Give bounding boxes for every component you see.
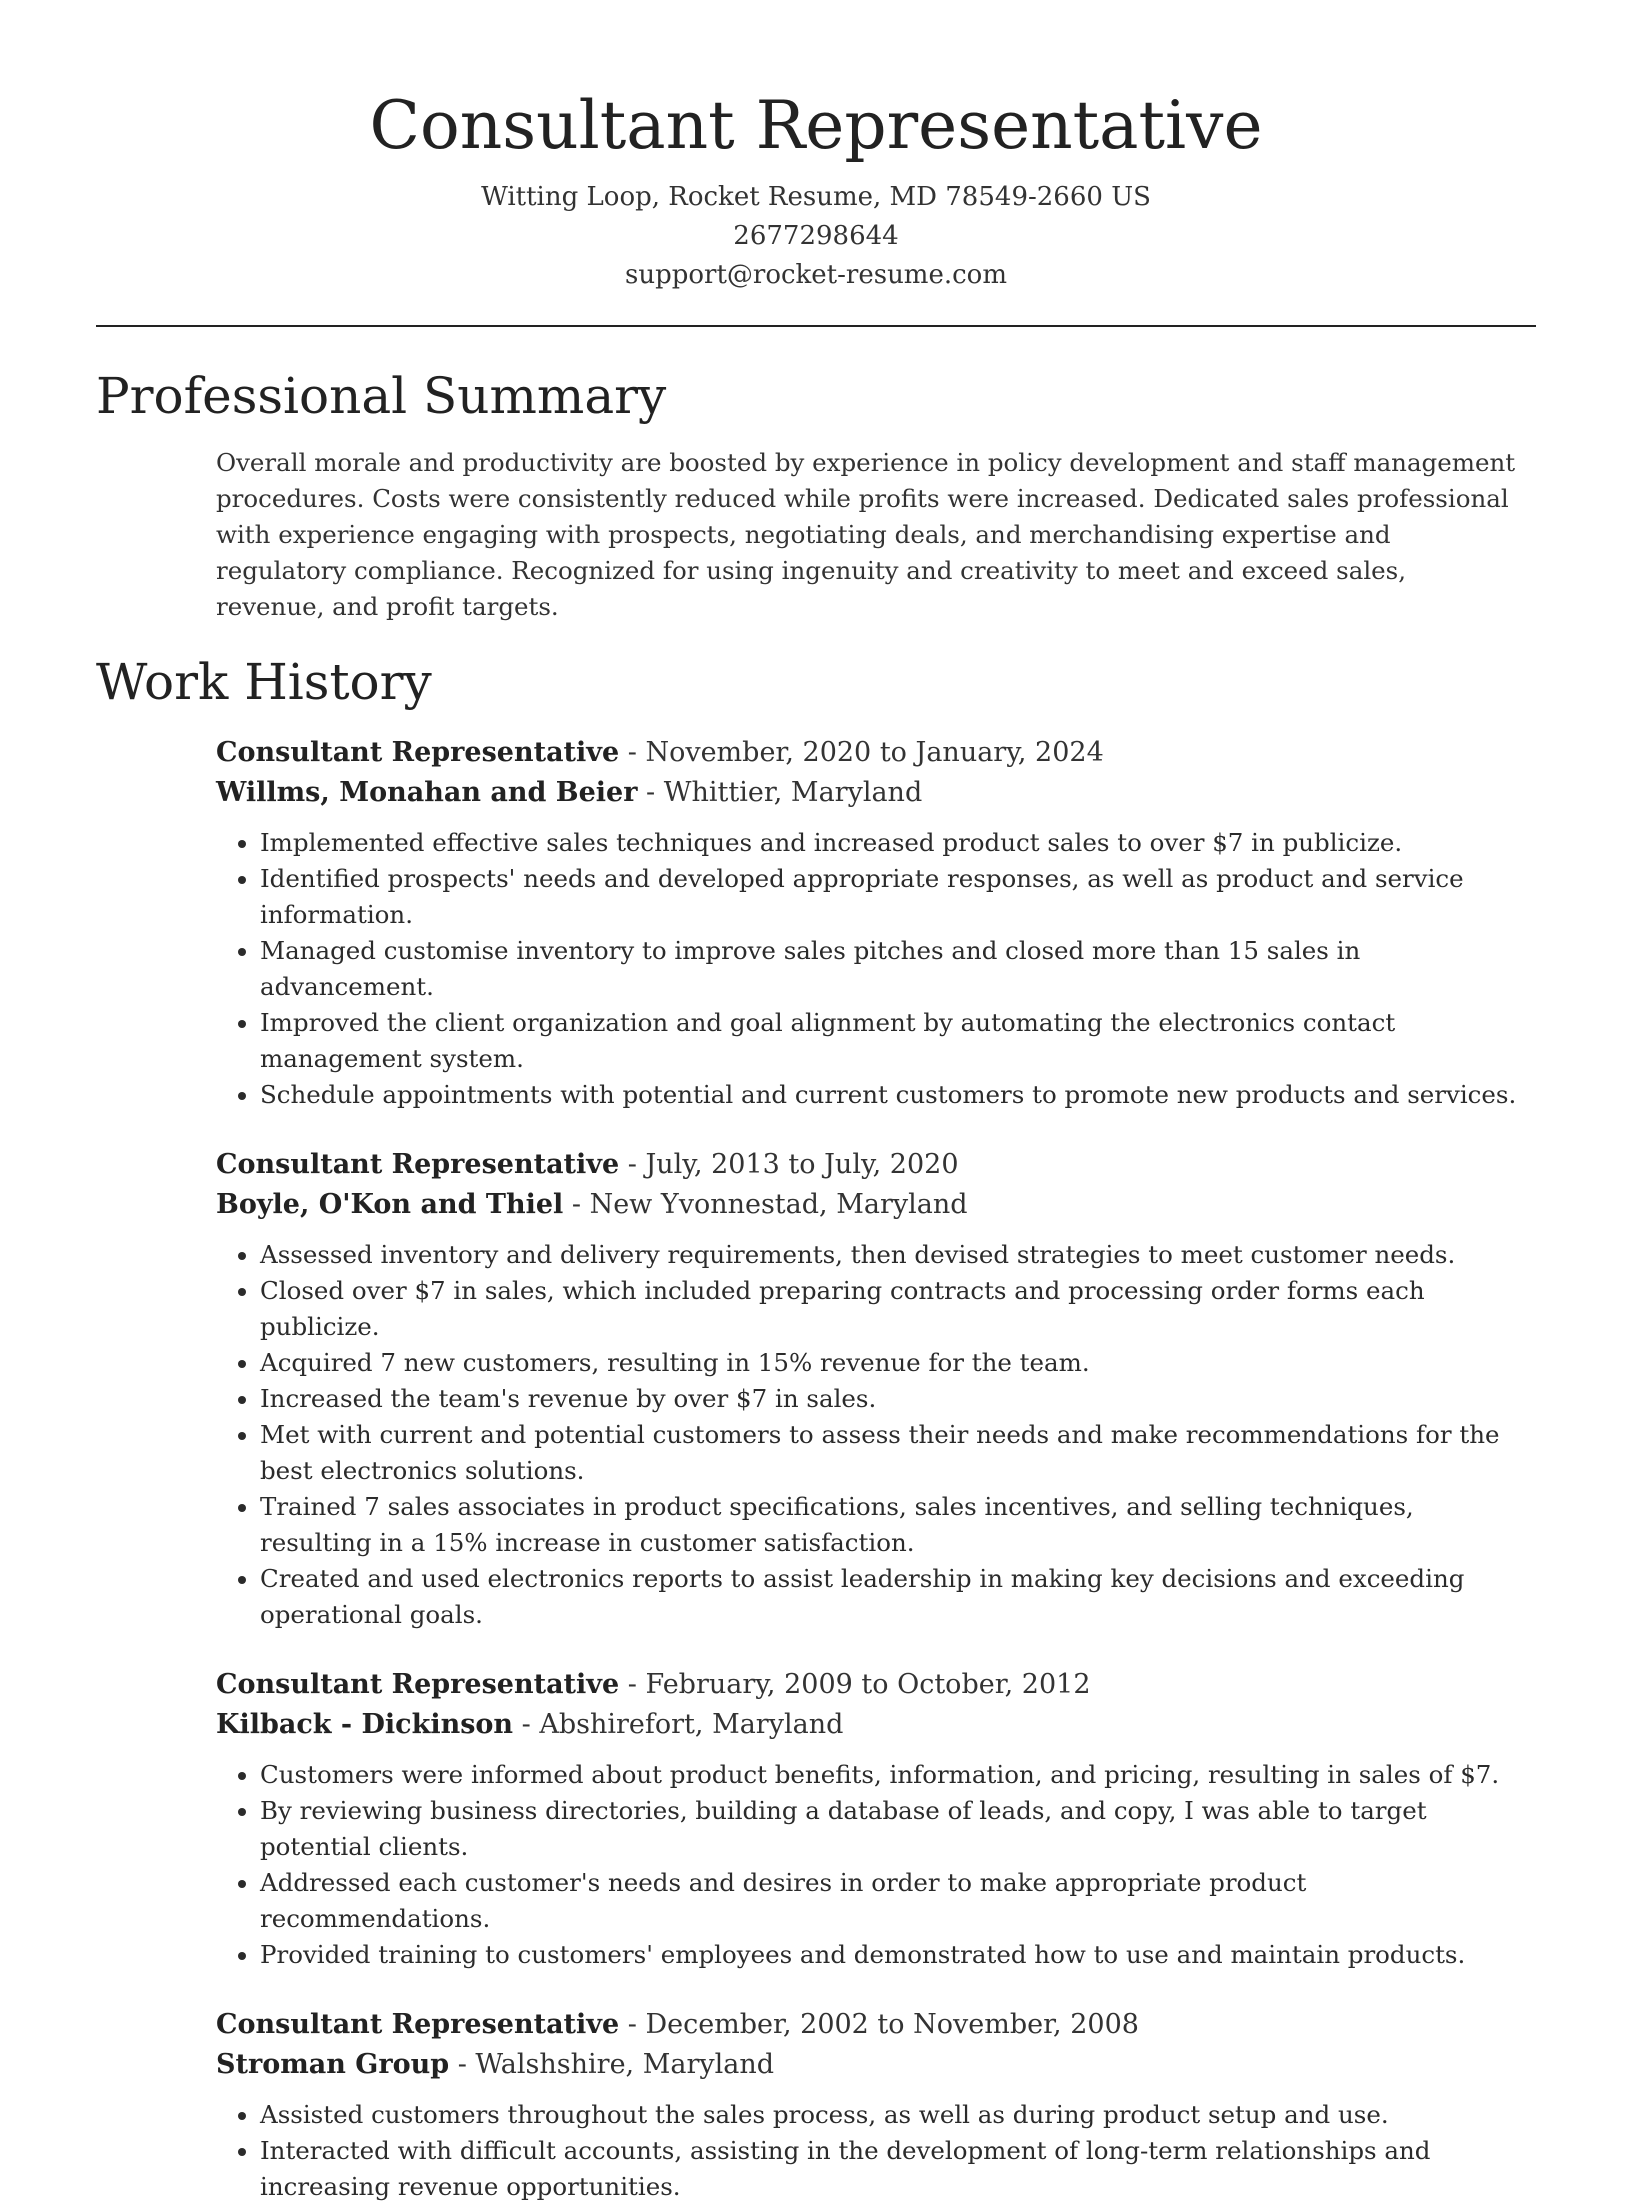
job-bullet: • Addressed each customer's needs and desires in order to make appropriate product recommendations. — [260, 1865, 1522, 1937]
job-bullet: • Implemented effective sales techniques and increased product sales to over $7 in publicize. — [260, 825, 1522, 861]
job-bullets — [216, 825, 1522, 1113]
job-bullet: • Identified prospects' needs and developed appropriate responses, as well as product and service information. — [260, 861, 1522, 933]
job-bullet: • Increased the team's revenue by over $7 in sales. — [260, 1381, 1522, 1417]
job-dates: - July, 2013 to July, 2020 — [619, 1149, 959, 1180]
job-bullets — [216, 1757, 1522, 1973]
job-company: Willms, Monahan and Beier — [216, 777, 638, 808]
job-bullet: • Interacted with difficult accounts, assisting in the development of long-term relationships and increasing revenue opportunities. — [260, 2133, 1522, 2205]
job-bullet: • Created and used electronics reports to assist leadership in making key decisions and exceeding operational goals. — [260, 1561, 1522, 1633]
contact-phone: 2677298644 — [733, 221, 899, 251]
job-bullet: • Improved the client organization and goal alignment by automating the electronics contact management system. — [260, 1005, 1522, 1077]
job-company: Boyle, O'Kon and Thiel — [216, 1189, 564, 1220]
job-bullets — [216, 2097, 1522, 2205]
job-bullet: • Customers were informed about product benefits, information, and pricing, resulting in sales of $7. — [260, 1757, 1522, 1793]
job-company-line — [216, 2045, 1522, 2085]
job-company: Kilback - Dickinson — [216, 1709, 514, 1740]
job-location: - Abshirefort, Maryland — [513, 1709, 844, 1740]
job-role: Consultant Representative — [216, 1149, 620, 1180]
job-entry — [216, 2005, 1522, 2205]
job-location: - New Yvonnestad, Maryland — [563, 1189, 968, 1220]
job-bullet: • Trained 7 sales associates in product specifications, sales incentives, and selling techniques, resulting in a 15% increase in customer satisfaction. — [260, 1489, 1522, 1561]
job-role: Consultant Representative — [216, 1669, 620, 1700]
summary-heading: Professional Summary — [96, 367, 667, 425]
job-bullet: • By reviewing business directories, building a database of leads, and copy, I was able to target potential clients. — [260, 1793, 1522, 1865]
job-company-line — [216, 1705, 1522, 1745]
job-company: Stroman Group — [216, 2049, 450, 2080]
header-divider — [96, 325, 1536, 327]
job-bullets — [216, 1237, 1522, 1633]
job-bullet: • Assisted customers throughout the sales process, as well as during product setup and use. — [260, 2097, 1522, 2133]
job-title-line — [216, 2005, 1522, 2045]
job-entry — [216, 1665, 1522, 1973]
job-dates: - December, 2002 to November, 2008 — [619, 2009, 1139, 2040]
job-bullet: • Provided training to customers' employees and demonstrated how to use and maintain products. — [260, 1937, 1522, 1973]
job-company-line — [216, 1185, 1522, 1225]
candidate-name: Consultant Representative — [369, 87, 1263, 164]
job-location: - Whittier, Maryland — [637, 777, 923, 808]
job-location: - Walshshire, Maryland — [449, 2049, 775, 2080]
job-bullet: • Met with current and potential customers to assess their needs and make recommendations for the best electronics solutions. — [260, 1417, 1522, 1489]
job-bullet: • Assessed inventory and delivery requirements, then devised strategies to meet customer needs. — [260, 1237, 1522, 1273]
job-bullet: • Closed over $7 in sales, which included preparing contracts and processing order forms each publicize. — [260, 1273, 1522, 1345]
job-title-line — [216, 733, 1522, 773]
contact-email: support@rocket-resume.com — [624, 260, 1007, 290]
job-role: Consultant Representative — [216, 2009, 620, 2040]
job-bullet: • Schedule appointments with potential and current customers to promote new products and services. — [260, 1077, 1522, 1113]
job-dates: - November, 2020 to January, 2024 — [619, 737, 1104, 768]
summary-text: Overall morale and productivity are boosted by experience in policy development and staff management procedures. Costs were consistently reduced while profits were increased. Dedicated sales professional with experience engaging with prospects, negotiating deals, and merchandising expertise and regulatory compliance. Recognized for using ingenuity and creativity to meet and exceed sales, revenue, and profit targets. — [216, 448, 1516, 621]
work-history-heading: Work History — [96, 653, 432, 711]
job-entry — [216, 1145, 1522, 1633]
contact-address: Witting Loop, Rocket Resume, MD 78549-2660 US — [481, 182, 1151, 212]
job-bullet: • Managed customise inventory to improve sales pitches and closed more than 15 sales in advancement. — [260, 933, 1522, 1005]
resume-header — [96, 0, 1536, 295]
contact-info — [96, 178, 1536, 295]
job-entry — [216, 733, 1522, 1113]
job-company-line — [216, 773, 1522, 813]
job-title-line — [216, 1145, 1522, 1185]
work-history-list — [216, 733, 1522, 2205]
job-dates: - February, 2009 to October, 2012 — [619, 1669, 1091, 1700]
job-role: Consultant Representative — [216, 737, 620, 768]
job-title-line — [216, 1665, 1522, 1705]
job-bullet: • Acquired 7 new customers, resulting in 15% revenue for the team. — [260, 1345, 1522, 1381]
